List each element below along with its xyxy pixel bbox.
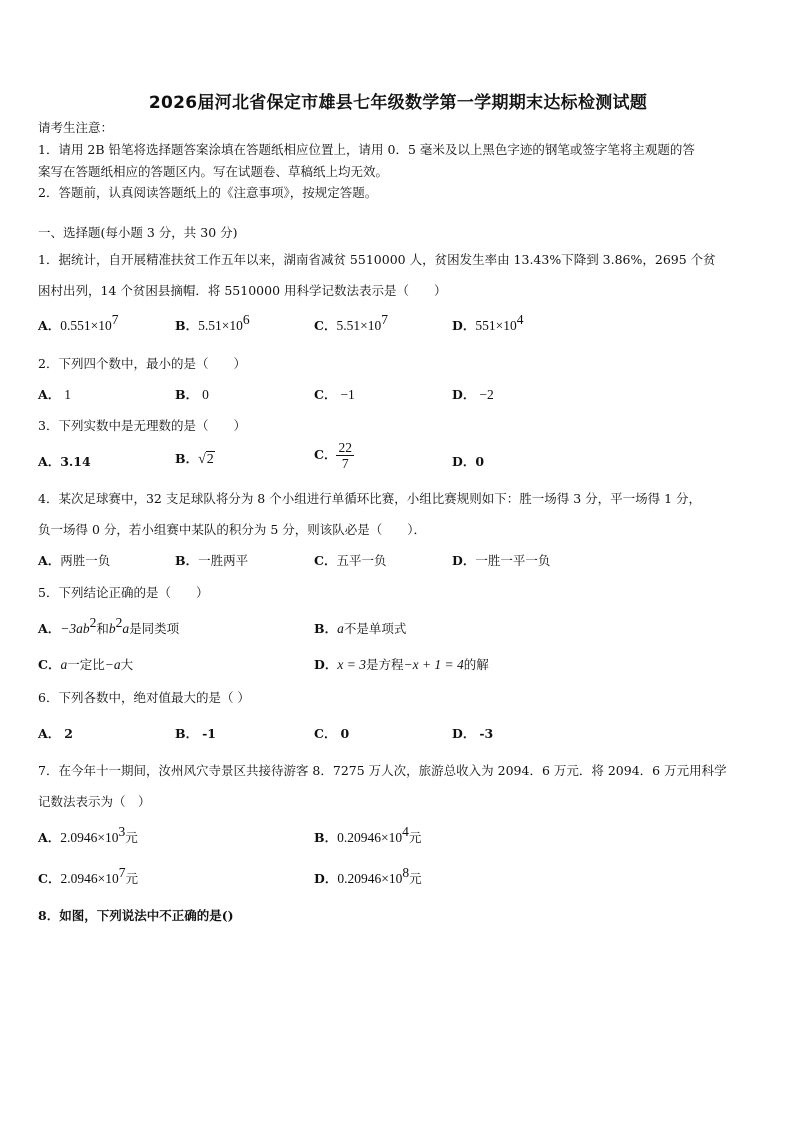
notice-heading: 请考生注意： bbox=[38, 120, 114, 135]
q2-option-a: A． 1 bbox=[38, 387, 71, 402]
q7-line-2: 记数法表示为（ ） bbox=[38, 794, 151, 809]
q7-option-a: A．$2.0946\times 10^3$元 bbox=[38, 824, 138, 845]
q1-line-2: 困村出列，14 个贫困县摘帽．将 5510000 用科学记数法表示是（ ） bbox=[38, 283, 447, 298]
q1-option-a: A．$0.551\times 10^7$ bbox=[38, 312, 119, 333]
q7-line-1: 7．在今年十一期间，汝州风穴寺景区共接待游客 8．7275 万人次，旅游总收入为 2094．6 万元．将 2094．6 万元用科学 bbox=[38, 763, 727, 778]
q6-stem: 6．下列各数中，绝对值最大的是（ ） bbox=[38, 690, 250, 705]
q1-line-1: 1．据统计，自开展精准扶贫工作五年以来，湖南省减贫 5510000 人，贫困发生率由 13.43%下降到 3.86%，2695 个贫 bbox=[38, 252, 716, 267]
q7-option-c: C．$2.0946\times 10^7$元 bbox=[38, 865, 138, 886]
q5-option-d: D．x = 3是方程−x + 1 = 4的解 bbox=[314, 657, 489, 672]
q6-option-a: A． 2 bbox=[38, 726, 73, 741]
q4-option-a: A．两胜一负 bbox=[38, 553, 111, 568]
notice-item-2: 2．答题前，认真阅读答题纸上的《注意事项》，按规定答题。 bbox=[38, 185, 378, 200]
q3-option-c: C． $\frac{22}{7}$ bbox=[314, 440, 352, 471]
q2-option-c: C． −1 bbox=[314, 387, 355, 402]
q1-option-d: D．$551\times 10^4$ bbox=[452, 312, 524, 333]
q5-option-a: A．$-3ab^2$和$b^2a$是同类项 bbox=[38, 615, 180, 636]
q3-option-a: A．3.14 bbox=[38, 454, 91, 469]
q3-option-b: B．√2 bbox=[175, 451, 214, 467]
q6-option-d: D． -3 bbox=[452, 726, 494, 741]
q4-line-1: 4．某次足球赛中，32 支足球队将分为 8 个小组进行单循环比赛，小组比赛规则如下：胜一场得 3 分，平一场得 1 分， bbox=[38, 491, 702, 506]
q2-option-b: B． 0 bbox=[175, 387, 209, 402]
q2-option-d: D． −2 bbox=[452, 387, 494, 402]
notice-item-1-line-1: 1．请用 2B 铅笔将选择题答案涂填在答题纸相应位置上，请用 0．5 毫米及以上黑色字迹的钢笔或签字笔将主观题的答 bbox=[38, 142, 695, 157]
q5-stem: 5．下列结论正确的是（ ） bbox=[38, 585, 209, 600]
q3-stem: 3．下列实数中是无理数的是（ ） bbox=[38, 418, 246, 433]
q1-option-b: B．$5.51\times 10^6$ bbox=[175, 312, 250, 333]
section-heading-choice: 一、选择题(每小题 3 分，共 30 分) bbox=[38, 225, 238, 240]
q4-option-b: B．一胜两平 bbox=[175, 553, 249, 568]
q5-option-c: C．a一定比−a大 bbox=[38, 657, 134, 672]
notice-item-1-line-2: 案写在答题纸相应的答题区内。写在试题卷、草稿纸上均无效。 bbox=[38, 164, 389, 179]
q6-option-c: C． 0 bbox=[314, 726, 350, 741]
q2-stem: 2．下列四个数中，最小的是（ ） bbox=[38, 356, 246, 371]
q8-stem: 8．如图，下列说法中不正确的是() bbox=[38, 908, 234, 923]
fraction: $\frac{22}{7}$ bbox=[338, 440, 352, 471]
q4-line-2: 负一场得 0 分，若小组赛中某队的积分为 5 分，则该队必是（ ）． bbox=[38, 522, 427, 537]
q3-option-d: D．0 bbox=[452, 454, 485, 469]
sqrt-symbol: √2 bbox=[198, 452, 214, 467]
q7-option-d: D．$0.20946\times 10^8$元 bbox=[314, 865, 422, 886]
q7-option-b: B．$0.20946\times 10^4$元 bbox=[314, 824, 422, 845]
q5-option-b: B．a不是单项式 bbox=[314, 621, 407, 636]
q1-option-c: C．$5.51\times 10^7$ bbox=[314, 312, 388, 333]
page-title: 2026届河北省保定市雄县七年级数学第一学期期末达标检测试题 bbox=[148, 93, 648, 113]
q4-option-d: D．一胜一平一负 bbox=[452, 553, 551, 568]
q6-option-b: B． -1 bbox=[175, 726, 216, 741]
q4-option-c: C．五平一负 bbox=[314, 553, 387, 568]
